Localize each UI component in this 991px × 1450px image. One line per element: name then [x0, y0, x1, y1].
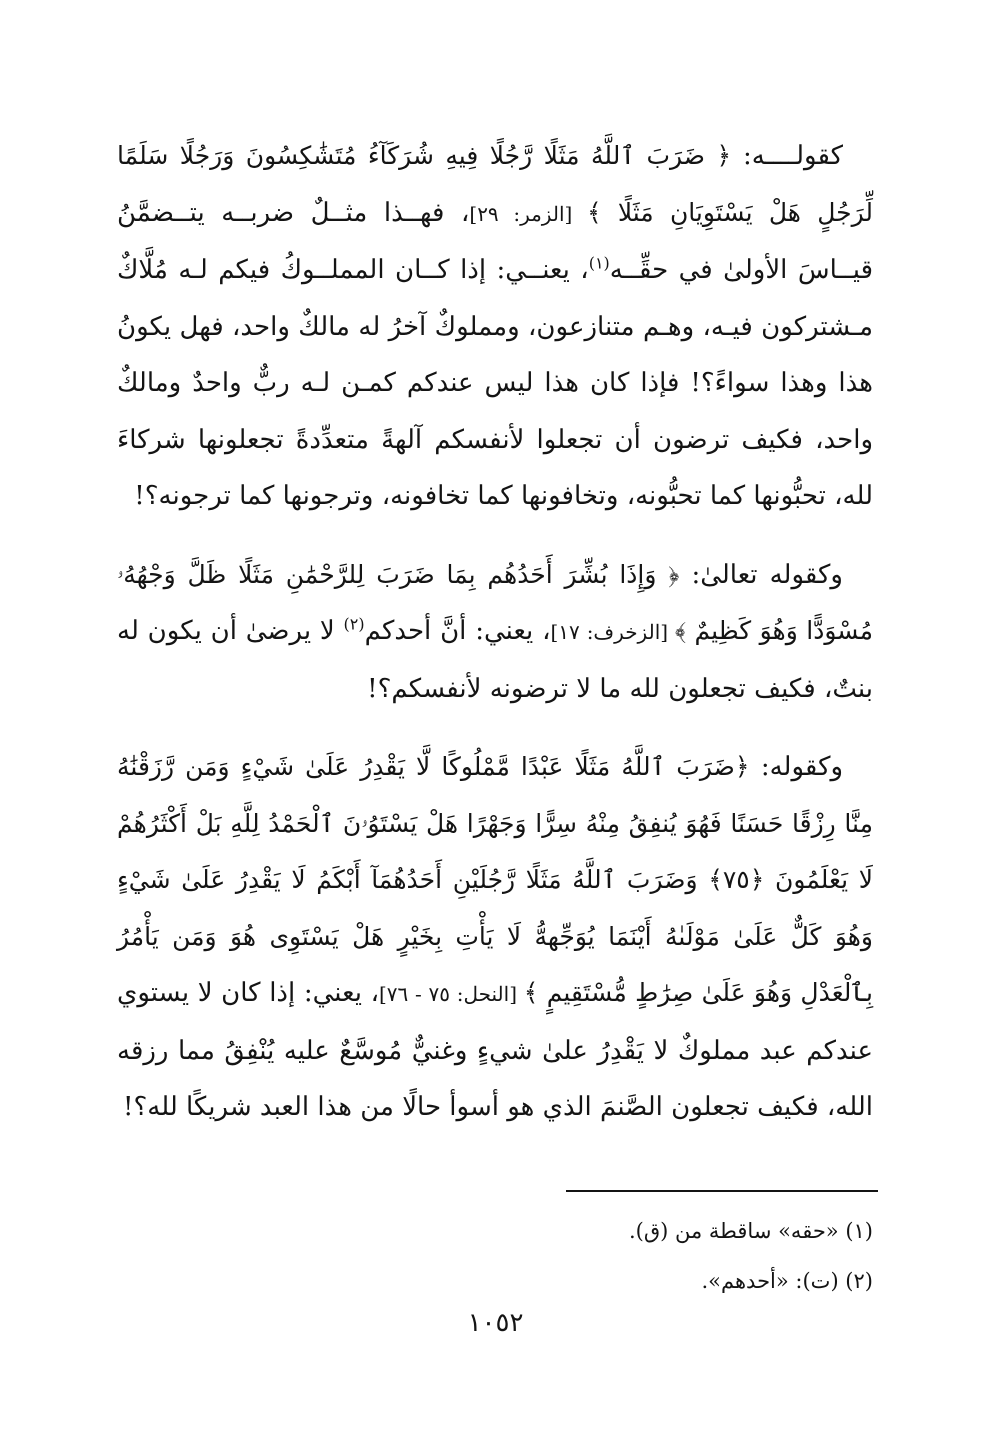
paragraph-2-intro: وكقوله تعالىٰ: [679, 559, 843, 590]
quran-verse-nahl: ﴿ضَرَبَ ٱللَّهُ مَثَلًا عَبْدًا مَّمْلُوكًا لَّا يَقْدِرُ عَلَىٰ شَيْءٍ وَمَن رَّزَقْنَٰهُ مِنَّا رِزْقًا حَسَنًا فَهُوَ يُنفِقُ مِنْهُ سِرًّا وَجَهْرًا هَلْ يَسْتَوُۥنَ ٱلْحَمْدُ لِلَّهِ بَلْ أَكْثَرُهُمْ لَا يَعْلَمُونَ ﴿٧٥﴾ وَضَرَبَ ٱللَّهُ مَثَلًا رَّجُلَيْنِ أَحَدُهُمَآ أَبْكَمُ لَا يَقْدِرُ عَلَىٰ شَيْءٍ وَهُوَ كَلٌّ عَلَىٰ مَوْلَىٰهُ أَيْنَمَا يُوَجِّههُّ لَا يَأْتِ بِخَيْرٍ هَلْ يَسْتَوِى هُوَ وَمَن يَأْمُرُ بِٱلْعَدْلِ وَهُوَ عَلَىٰ صِرَٰطٍ مُّسْتَقِيمٍ ﴾ [117, 752, 873, 1007]
main-text [117, 128, 873, 1158]
paragraph-1-intro: كقولــــه: [731, 141, 843, 171]
quran-verse-zukhruf: ﴿ وَإِذَا بُشِّرَ أَحَدُهُم بِمَا ضَرَبَ لِلرَّحْمَٰنِ مَثَلًا ظَلَّ وَجْهُهُۥ مُسْوَدًّا وَهُوَ كَظِيمٌ ﴾ [117, 559, 873, 645]
paragraph-3-intro: وكقوله: [749, 752, 843, 782]
paragraph-2 [117, 547, 873, 718]
paragraph-2-text-a: ، يعني: أنَّ أحدكم [364, 616, 551, 646]
verse-citation: [الزمر: ٢٩] [469, 201, 587, 226]
footnote-2: (٢) (ت): «أحدهم». [701, 1269, 873, 1293]
paragraph-1-text-b: ، يعنــي: إذا كــان المملــوكُ فيكم لـه مُلَّاكٌ مـشتركون فيـه، وهـم متنازعون، ومملوكٌ آخرُ له مالكٌ واحد، فهل يكونُ هذا وهذا سواءً؟! فإذا كان هذا ليس عندكم كمـن لـه ربٌّ واحدٌ ومالكٌ واحد، فكيف ترضون أن تجعلوا لأنفسكم آلهةً متعدِّدةً تجعلونها شركاءَ لله، تحبُّونها كما تحبُّونه، وتخافونها كما تخافونه، وترجونها كما ترجونه؟! [117, 255, 873, 511]
paragraph-2-text-b: لا يرضىٰ أن يكون له بنتٌ، فكيف تجعلون لله ما لا ترضونه لأنفسكم؟! [117, 616, 873, 704]
verse-citation: [النحل: ٧٥ - ٧٦] [378, 982, 524, 1006]
footnote-ref-1[interactable]: (١) [588, 253, 610, 273]
paragraph-1-text-a: ، فهــذا مثــلٌ ضربــه يتــضمَّنُ قيــاسَ الأولىٰ في حقِّــه [117, 197, 873, 285]
paragraph-3 [117, 739, 873, 1136]
page-number: ١٠٥٢ [467, 1308, 524, 1338]
footnote-1: (١) «حقه» ساقطة من (ق). [628, 1219, 873, 1243]
paragraph-3-text-a: ، يعني: إذا كان لا يستوي عندكم عبد مملوكٌ لا يَقْدِرُ علىٰ شيءٍ وغنيٌّ مُوسَّعٌ عليه يُنْفِقُ مما رزقه الله، فكيف تجعلون الصَّنمَ الذي هو أسوأ حالًا من هذا العبد شريكًا لله؟! [117, 978, 873, 1122]
footnote-separator [566, 1190, 878, 1192]
verse-citation: [الزخرف: ١٧] [550, 620, 675, 644]
paragraph-1 [117, 128, 873, 525]
footnote-ref-2[interactable]: (٢) [343, 614, 365, 634]
footnotes [117, 1206, 873, 1306]
quran-verse-zumar: ﴿ ضَرَبَ ٱللَّهُ مَثَلًا رَّجُلًا فِيهِ شُرَكَآءُ مُتَشَٰكِسُونَ وَرَجُلًا سَلَمًا لِّرَجُلٍ هَلْ يَسْتَوِيَانِ مَثَلًا ﴾ [117, 141, 873, 227]
